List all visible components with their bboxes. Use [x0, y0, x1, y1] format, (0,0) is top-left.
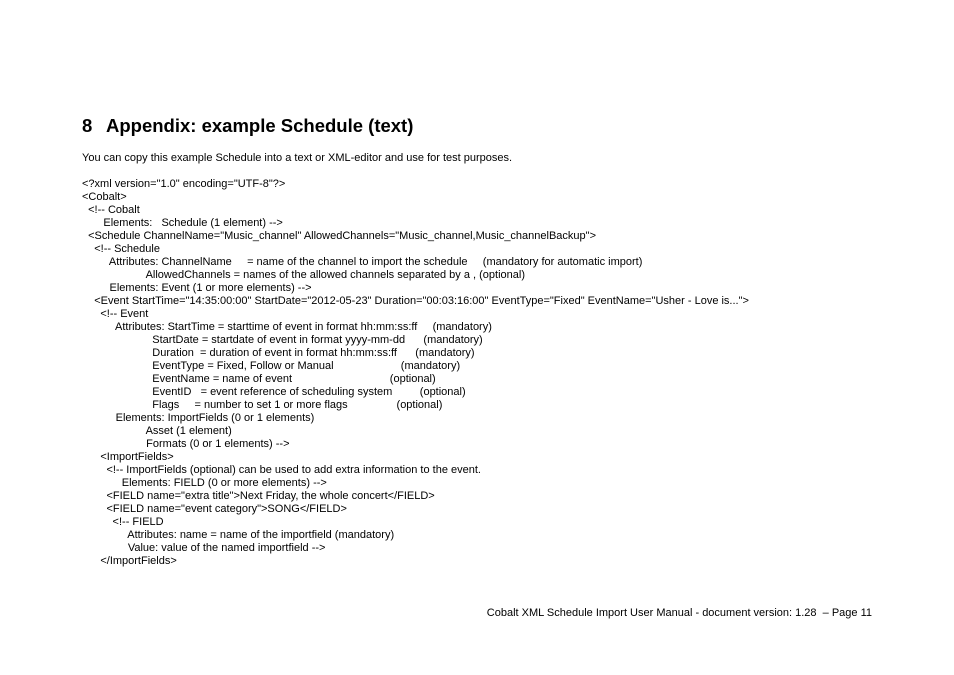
code-line: </ImportFields>	[82, 555, 177, 567]
code-line: <Schedule ChannelName="Music_channel" AllowedChannels="Music_channel,Music_channelBackup">	[82, 230, 596, 242]
code-line: <?xml version="1.0" encoding="UTF-8"?>	[82, 178, 286, 190]
code-line: <!-- ImportFields (optional) can be used to add extra information to the event.	[82, 464, 481, 476]
code-line: Asset (1 element)	[82, 425, 232, 437]
code-line: <FIELD name="extra title">Next Friday, the whole concert</FIELD>	[82, 490, 435, 502]
code-line: Formats (0 or 1 elements) -->	[82, 438, 290, 450]
code-line: Elements: ImportFields (0 or 1 elements)	[82, 412, 315, 424]
code-line: Value: value of the named importfield -->	[82, 542, 326, 554]
section-number: 8	[82, 115, 93, 136]
code-line: <!-- Event	[82, 308, 149, 320]
xml-code-block	[82, 178, 749, 568]
code-line: EventName = name of event (optional)	[82, 373, 436, 385]
code-line: Elements: Schedule (1 element) -->	[82, 217, 283, 229]
page-footer: Cobalt XML Schedule Import User Manual - document version: 1.28 – Page 11	[486, 607, 872, 619]
code-line: <FIELD name="event category">SONG</FIELD>	[82, 503, 347, 515]
code-line: AllowedChannels = names of the allowed channels separated by a , (optional)	[82, 269, 526, 281]
code-line: Flags = number to set 1 or more flags (optional)	[82, 399, 443, 411]
code-line: <!-- Schedule	[82, 243, 160, 255]
code-line: <!-- Cobalt	[82, 204, 140, 216]
code-line: EventType = Fixed, Follow or Manual (mandatory)	[82, 360, 461, 372]
section-heading	[82, 115, 413, 137]
code-line: Attributes: StartTime = starttime of event in format hh:mm:ss:ff (mandatory)	[82, 321, 492, 333]
code-line: Attributes: name = name of the importfield (mandatory)	[82, 529, 395, 541]
code-line: EventID = event reference of scheduling system (optional)	[82, 386, 466, 398]
code-line: StartDate = startdate of event in format yyyy-mm-dd (mandatory)	[82, 334, 483, 346]
code-line: <ImportFields>	[82, 451, 174, 463]
code-line: <Cobalt>	[82, 191, 127, 203]
code-line: Duration = duration of event in format hh:mm:ss:ff (mandatory)	[82, 347, 475, 359]
code-line: <!-- FIELD	[82, 516, 164, 528]
code-line: Attributes: ChannelName = name of the channel to import the schedule (mandatory for automatic import)	[82, 256, 643, 268]
section-title: Appendix: example Schedule (text)	[106, 115, 414, 136]
intro-paragraph: You can copy this example Schedule into a text or XML-editor and use for test purposes.	[82, 152, 513, 164]
code-line: <Event StartTime="14:35:00:00" StartDate="2012-05-23" Duration="00:03:16:00" EventType="Fixed" EventName="Usher - Love is...">	[82, 295, 749, 307]
code-line: Elements: Event (1 or more elements) -->	[82, 282, 312, 294]
code-line: Elements: FIELD (0 or more elements) -->	[82, 477, 327, 489]
